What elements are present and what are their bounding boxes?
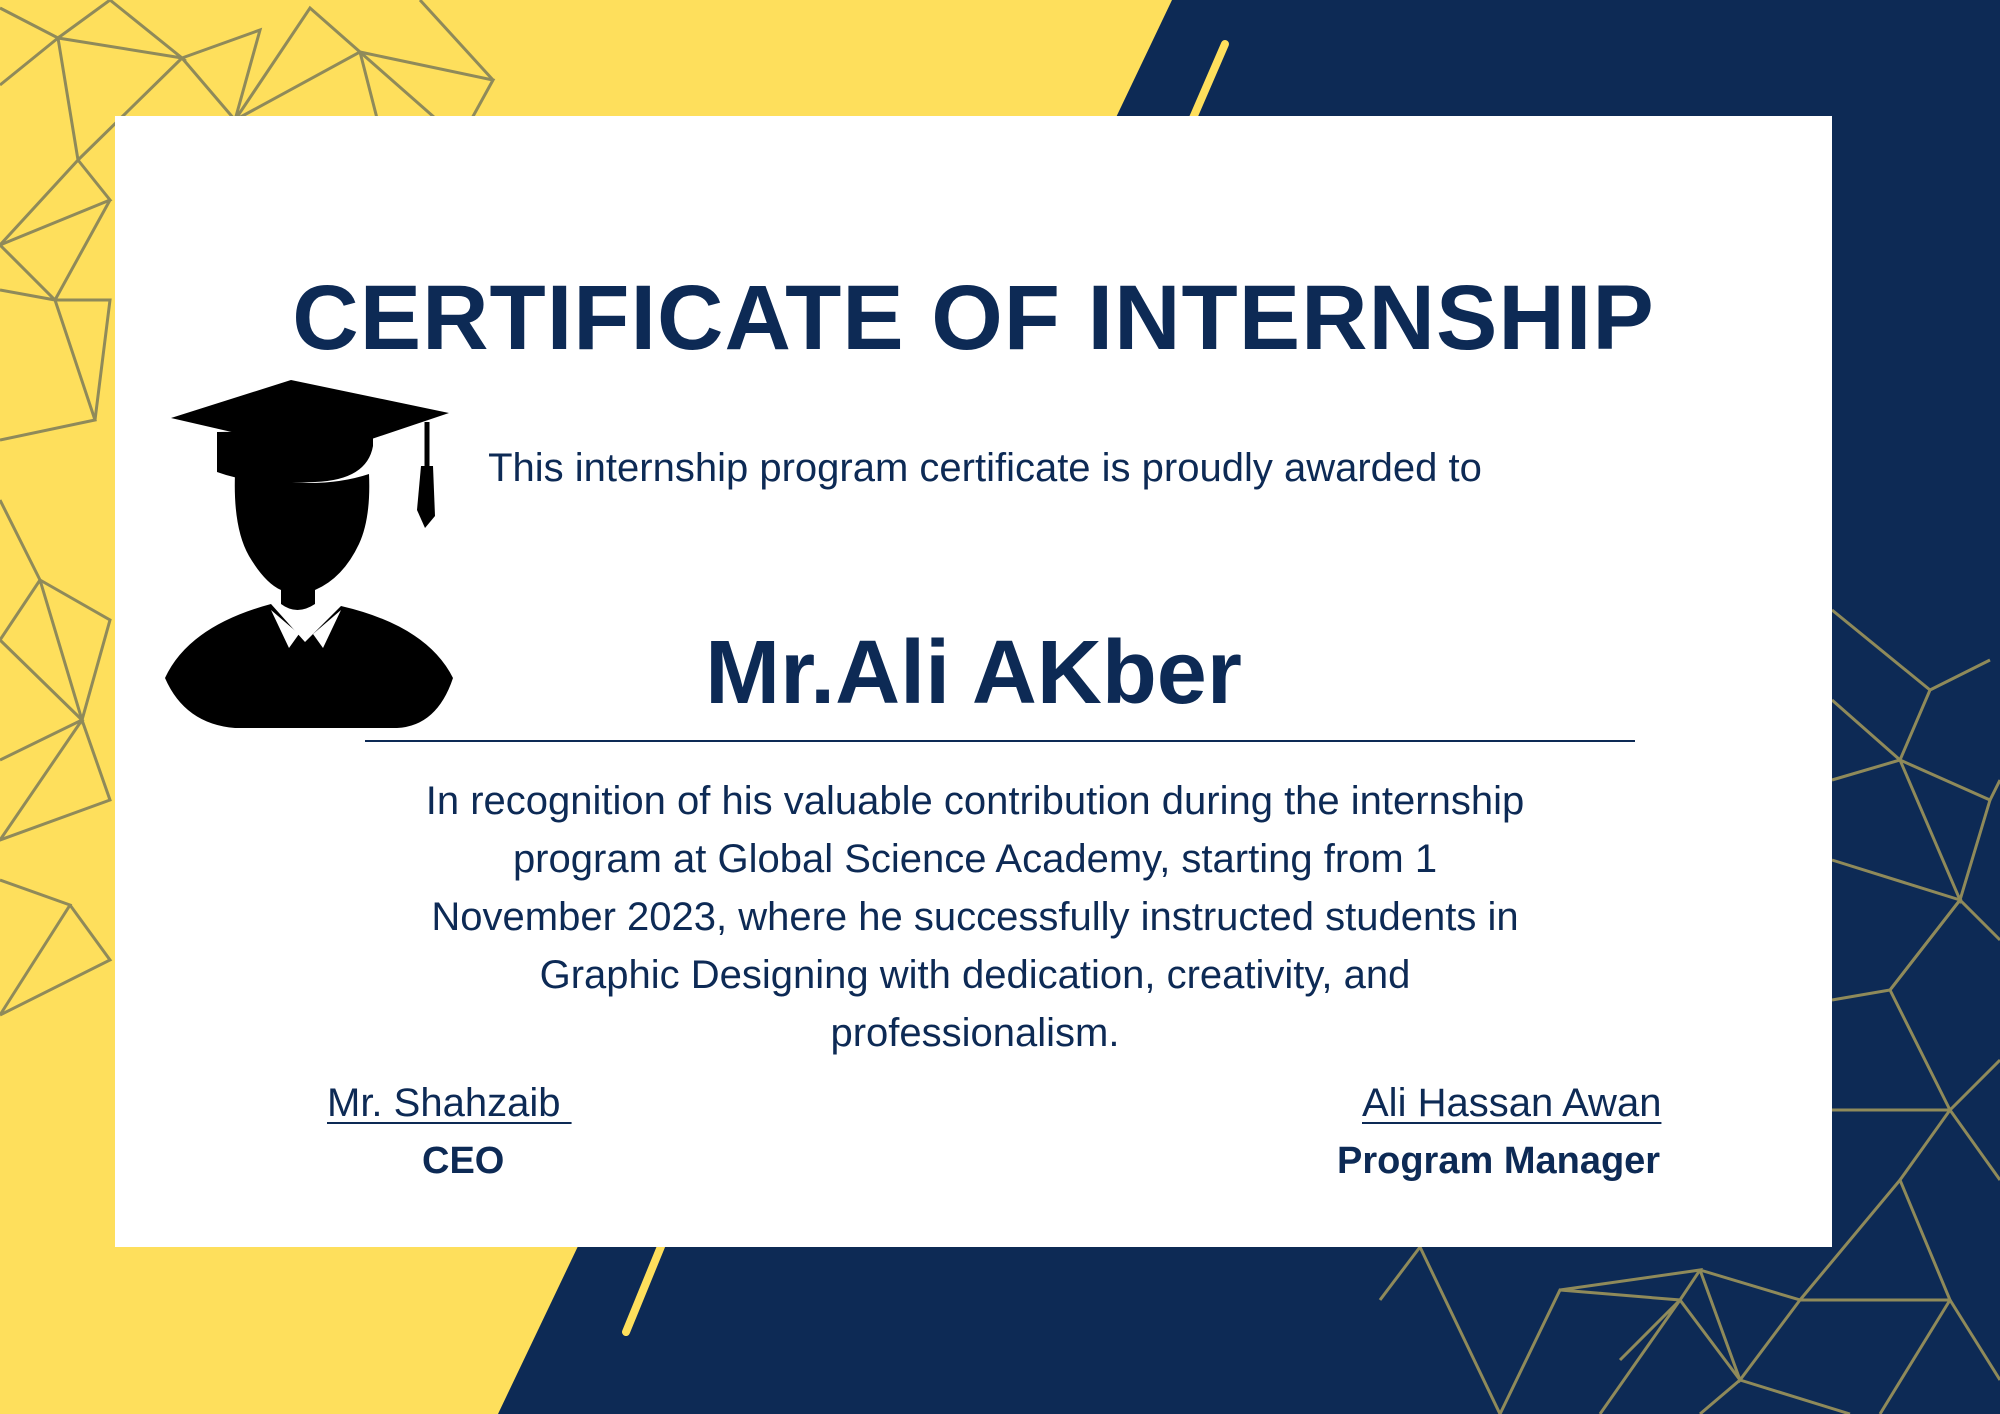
recipient-underline	[365, 740, 1635, 742]
recipient-name: Mr.Ali AKber	[705, 623, 1242, 723]
award-intro-text: This internship program certificate is proudly awarded to	[488, 446, 1482, 490]
signatory-manager-name: Ali Hassan Awan	[1362, 1081, 1662, 1125]
signatory-manager-title: Program Manager	[1337, 1140, 1661, 1182]
signatory-ceo-title: CEO	[422, 1140, 505, 1182]
signatory-ceo-name: Mr. Shahzaib	[327, 1081, 572, 1125]
recognition-text: In recognition of his valuable contribution during the internship program at Global Science Academy, starting from 1 November 2023, where he successfully instructed students in Graphic Designing with dedication, creativity, and professionalism.	[425, 779, 1525, 1055]
certificate-title: CERTIFICATE OF INTERNSHIP	[292, 267, 1655, 369]
graduate-avatar-icon	[165, 378, 455, 728]
